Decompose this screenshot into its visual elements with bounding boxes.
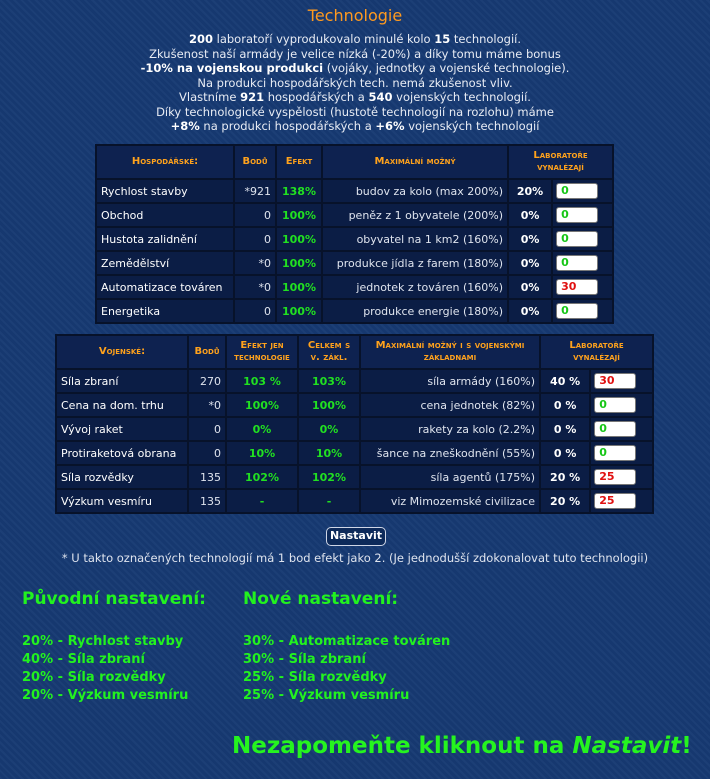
tech-effect: 100% [277, 228, 321, 250]
tech-effect: 100% [227, 394, 297, 416]
lab-input[interactable]: 25 [594, 469, 636, 485]
tech-name: Hustota zalidnění [97, 228, 233, 250]
lab-input-cell [553, 276, 612, 298]
mil-header-effect: Efekt jen technologie [227, 336, 297, 368]
mil-header-total: Celkem s v. zákl. [299, 336, 359, 368]
tech-max: viz Mimozemské civilizace [361, 490, 539, 512]
lab-input-cell [553, 300, 612, 322]
lab-input-cell [591, 418, 652, 440]
reminder-c: ! [681, 733, 692, 759]
intro-l4: Na produkci hospodářských tech. nemá zkušenost vliv. [197, 75, 513, 90]
table-row [97, 276, 612, 298]
table-row [97, 180, 612, 202]
eco-header-effect: Efekt [277, 146, 321, 178]
lab-percent: 0% [509, 276, 551, 298]
table-row [97, 300, 612, 322]
tech-max: šance na zneškodnění (55%) [361, 442, 539, 464]
intro-l7b: na produkci hospodářských a [199, 119, 376, 133]
tech-points: 135 [189, 466, 225, 488]
tech-effect: - [227, 490, 297, 512]
mil-tech-count: 540 [368, 90, 393, 104]
mil-bonus: +6% [375, 119, 405, 133]
lab-percent: 0% [509, 252, 551, 274]
tech-max: produkce energie (180%) [323, 300, 507, 322]
tech-points: 0 [189, 442, 225, 464]
tech-name: Síla zbraní [57, 370, 187, 392]
tech-name: Výzkum vesmíru [57, 490, 187, 512]
table-row [57, 394, 652, 416]
eco-header-points: Bodů [235, 146, 275, 178]
tech-name: Vývoj raket [57, 418, 187, 440]
new-settings [243, 589, 450, 705]
table-row [57, 466, 652, 488]
lab-percent: 0 % [541, 394, 589, 416]
lab-input[interactable]: 0 [556, 183, 598, 199]
tech-count: 15 [434, 32, 451, 46]
lab-percent: 20 % [541, 466, 589, 488]
original-item: 40% - Síla zbraní [22, 652, 145, 667]
original-item: 20% - Rychlost stavby [22, 634, 184, 649]
original-item: 20% - Síla rozvědky [22, 670, 166, 685]
new-item: 30% - Automatizace továren [243, 634, 451, 649]
tech-points: 0 [235, 228, 275, 250]
tech-effect: 100% [277, 300, 321, 322]
economic-tech-table [95, 144, 614, 324]
intro-l3b: (vojáky, jednotky a vojenské technologie). [323, 61, 570, 75]
intro-l5e: vojenských technologií. [392, 90, 531, 104]
intro-l3a: -10% na vojenskou produkci [140, 61, 324, 75]
tech-max: budov za kolo (max 200%) [323, 180, 507, 202]
tech-max: obyvatel na 1 km2 (160%) [323, 228, 507, 250]
tech-points: *0 [235, 252, 275, 274]
intro-l5a: Vlastníme [179, 90, 241, 104]
tech-points: 0 [235, 204, 275, 226]
tech-max: síla agentů (175%) [361, 466, 539, 488]
tech-total: 100% [299, 394, 359, 416]
new-settings-title: Nové nastavení: [243, 589, 399, 609]
lab-input[interactable]: 0 [556, 207, 598, 223]
lab-input[interactable]: 25 [594, 493, 636, 509]
lab-input[interactable]: 30 [594, 373, 636, 389]
eco-tech-count: 921 [240, 90, 265, 104]
tech-effect: 100% [277, 204, 321, 226]
eco-header-max: Maximální možný [323, 146, 507, 178]
lab-percent: 0 % [541, 442, 589, 464]
tech-effect: 102% [227, 466, 297, 488]
tech-name: Rychlost stavby [97, 180, 233, 202]
tech-total: 0% [299, 418, 359, 440]
lab-input-cell [591, 442, 652, 464]
intro-l1d: technologií. [450, 32, 522, 46]
new-item: 30% - Síla zbraní [243, 652, 366, 667]
intro-text [0, 32, 710, 134]
tech-points: 270 [189, 370, 225, 392]
lab-percent: 20 % [541, 490, 589, 512]
lab-input[interactable]: 30 [556, 279, 598, 295]
lab-input-cell [591, 466, 652, 488]
page-title: Technologie [307, 6, 403, 25]
mil-header-name: Vojenské: [57, 336, 187, 368]
tech-effect: 0% [227, 418, 297, 440]
lab-input-cell [553, 204, 612, 226]
tech-points: 0 [235, 300, 275, 322]
intro-l5c: hospodářských a [264, 90, 369, 104]
tech-effect: 100% [277, 252, 321, 274]
eco-header-name: Hospodářské: [97, 146, 233, 178]
tech-effect: 138% [277, 180, 321, 202]
tech-name: Protiraketová obrana [57, 442, 187, 464]
reminder-a: Nezapomeňte kliknout na [232, 733, 573, 759]
table-row [97, 228, 612, 250]
table-row [97, 204, 612, 226]
table-row [57, 490, 652, 512]
nastavit-button[interactable]: Nastavit [326, 527, 386, 546]
eco-header-labs: Laboratoře vynalézají [509, 146, 612, 178]
tech-points: 135 [189, 490, 225, 512]
lab-input-cell [591, 394, 652, 416]
lab-percent: 0% [509, 228, 551, 250]
tech-name: Síla rozvědky [57, 466, 187, 488]
tech-effect: 103 % [227, 370, 297, 392]
tech-points: *0 [189, 394, 225, 416]
mil-header-labs: Laboratoře vynalézají [541, 336, 652, 368]
tech-name: Cena na dom. trhu [57, 394, 187, 416]
lab-percent: 0% [509, 300, 551, 322]
tech-name: Obchod [97, 204, 233, 226]
lab-input-cell [591, 370, 652, 392]
tech-max: jednotek z továren (160%) [323, 276, 507, 298]
tech-max: produkce jídla z farem (180%) [323, 252, 507, 274]
lab-input-cell [553, 252, 612, 274]
intro-l6: Díky technologické vyspělosti (hustotě technologií na rozlohu) máme [156, 104, 554, 119]
tech-max: rakety za kolo (2.2%) [361, 418, 539, 440]
tech-effect: 10% [227, 442, 297, 464]
table-row [97, 252, 612, 274]
reminder-b: Nastavit [572, 733, 682, 759]
mil-header-max: Maximální možný i s vojenskými základnami [361, 336, 539, 368]
table-row [57, 370, 652, 392]
lab-input-cell [553, 180, 612, 202]
new-item: 25% - Výzkum vesmíru [243, 688, 410, 703]
tech-points: *0 [235, 276, 275, 298]
lab-input[interactable]: 0 [556, 303, 598, 319]
lab-percent: 0 % [541, 418, 589, 440]
intro-l2: Zkušenost naší armády je velice nízká (-20%) a díky tomu máme bonus [149, 46, 561, 61]
original-settings [22, 589, 206, 705]
lab-count: 200 [188, 32, 213, 46]
lab-input-cell [553, 228, 612, 250]
eco-bonus: +8% [170, 119, 200, 133]
lab-percent: 20% [509, 180, 551, 202]
tech-name: Automatizace továren [97, 276, 233, 298]
lab-input[interactable]: 0 [594, 421, 636, 437]
tech-name: Energetika [97, 300, 233, 322]
reminder-text [232, 733, 692, 759]
lab-input-cell [591, 490, 652, 512]
lab-input[interactable]: 0 [556, 255, 598, 271]
original-item: 20% - Výzkum vesmíru [22, 688, 189, 703]
lab-input[interactable]: 0 [556, 231, 598, 247]
footnote: * U takto označených technologií má 1 bod efekt jako 2. (Je jednodušší zdokonalovat tuto technologii) [61, 551, 649, 565]
lab-input[interactable]: 0 [594, 445, 636, 461]
tech-points: 0 [189, 418, 225, 440]
lab-percent: 0% [509, 204, 551, 226]
tech-max: peněz z 1 obyvatele (200%) [323, 204, 507, 226]
mil-header-points: Bodů [189, 336, 225, 368]
tech-total: 102% [299, 466, 359, 488]
original-settings-title: Původní nastavení: [22, 589, 206, 609]
tech-effect: 100% [277, 276, 321, 298]
intro-l1b: laboratoří vyprodukovalo minulé kolo [212, 32, 435, 46]
tech-total: 10% [299, 442, 359, 464]
lab-percent: 40 % [541, 370, 589, 392]
tech-total: 103% [299, 370, 359, 392]
table-row [57, 442, 652, 464]
tech-total: - [299, 490, 359, 512]
tech-name: Zemědělství [97, 252, 233, 274]
tech-max: síla armády (160%) [361, 370, 539, 392]
tech-max: cena jednotek (82%) [361, 394, 539, 416]
intro-l7d: vojenských technologií [404, 119, 540, 133]
lab-input[interactable]: 0 [594, 397, 636, 413]
military-tech-table [55, 334, 654, 514]
new-item: 25% - Síla rozvědky [243, 670, 387, 685]
tech-points: *921 [235, 180, 275, 202]
table-row [57, 418, 652, 440]
